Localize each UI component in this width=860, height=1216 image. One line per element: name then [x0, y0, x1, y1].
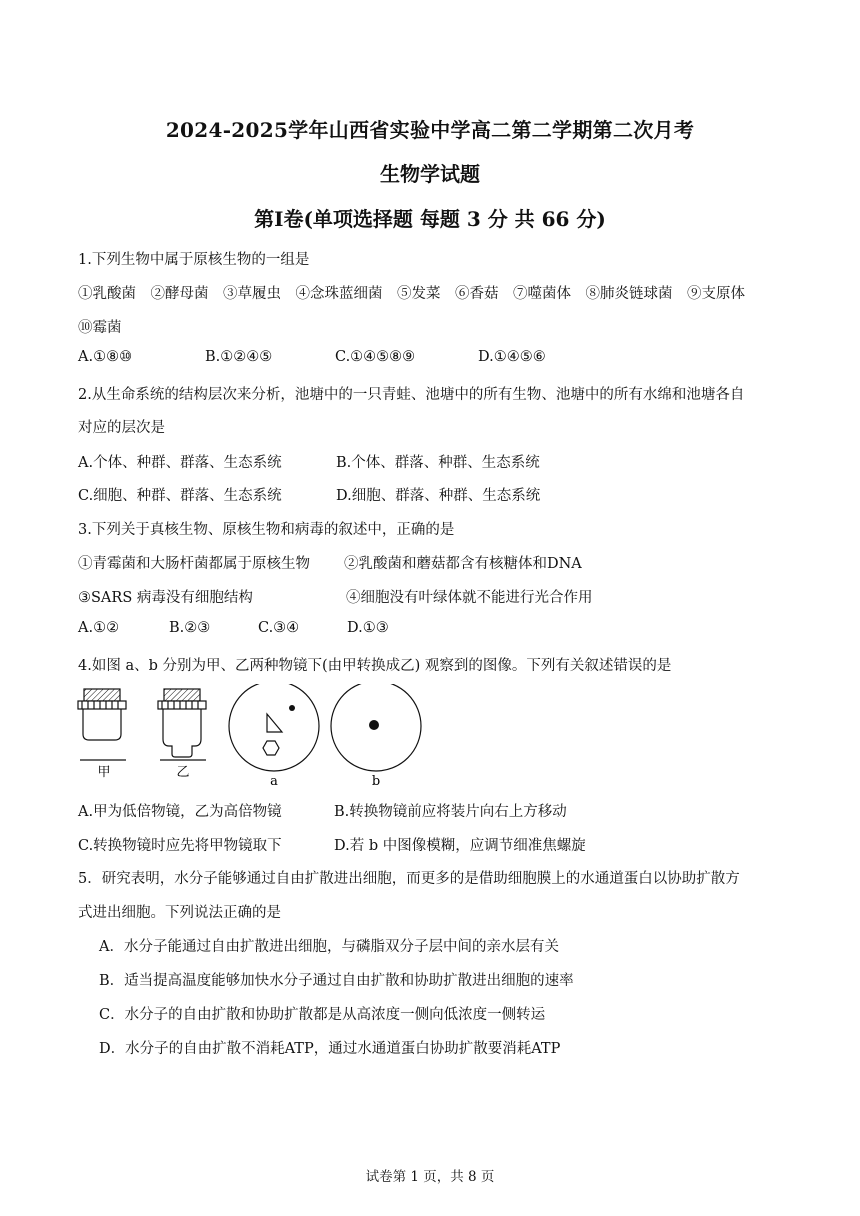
q1-items-line2: ⑩霉菌 — [78, 320, 122, 336]
q1-option-d: D.①④⑤⑥ — [478, 349, 546, 365]
q5-option-c: C．水分子的自由扩散和协助扩散都是从高浓度一侧向低浓度一侧转运 — [99, 1007, 546, 1023]
q2-option-a: A.个体、种群、群落、生态系统 — [78, 455, 282, 471]
q3-option-c: C.③④ — [258, 620, 300, 636]
q2-stem-line1: 2.从生命系统的结构层次来分析，池塘中的一只青蛙、池塘中的所有生物、池塘中的所有水绵和池塘各自 — [78, 387, 745, 403]
q5-option-d: D．水分子的自由扩散不消耗ATP，通过水通道蛋白协助扩散要消耗ATP — [99, 1041, 561, 1057]
page-footer: 试卷第 1 页，共 8 页 — [365, 1169, 495, 1185]
q1-items-line1: ①乳酸菌 ②酵母菌 ③草履虫 ④念珠蓝细菌 ⑤发菜 ⑥香菇 ⑦噬菌体 ⑧肺炎链球菌 ⑨支原体 — [78, 286, 745, 302]
figure-label-b: b — [371, 774, 381, 789]
q5-option-a: A．水分子能通过自由扩散进出细胞，与磷脂双分子层中间的亲水层有关 — [99, 939, 559, 955]
q4-option-b: B.转换物镜前应将装片向右上方移动 — [334, 804, 567, 820]
q4-figure — [74, 684, 434, 790]
q3-statement-2: ②乳酸菌和蘑菇都含有核糖体和DNA — [344, 556, 582, 572]
q3-statement-3: ③SARS 病毒没有细胞结构 — [78, 590, 253, 606]
q2-stem-line2: 对应的层次是 — [78, 420, 165, 436]
q1-option-c: C.①④⑤⑧⑨ — [335, 349, 416, 365]
figure-label-jia: 甲 — [97, 765, 111, 780]
q3-option-b: B.②③ — [169, 620, 211, 636]
exam-subtitle: 生物学试题 — [380, 162, 480, 186]
objective-jia — [78, 689, 126, 760]
q3-option-a: A.①② — [78, 620, 120, 636]
q3-option-d: D.①③ — [347, 620, 389, 636]
q1-option-b: B.①②④⑤ — [205, 349, 273, 365]
view-field-b — [331, 684, 421, 771]
objective-yi — [158, 689, 206, 760]
q2-option-c: C.细胞、种群、群落、生态系统 — [78, 488, 282, 504]
q4-option-d: D.若 b 中图像模糊，应调节细准焦螺旋 — [334, 838, 586, 854]
q4-option-a: A.甲为低倍物镜，乙为高倍物镜 — [78, 804, 282, 820]
q3-statement-4: ④细胞没有叶绿体就不能进行光合作用 — [346, 590, 593, 606]
q5-stem-line1: 5．研究表明，水分子能够通过自由扩散进出细胞，而更多的是借助细胞膜上的水通道蛋白以协助扩散方 — [78, 871, 740, 887]
figure-label-yi: 乙 — [176, 765, 190, 780]
q3-stem: 3.下列关于真核生物、原核生物和病毒的叙述中，正确的是 — [78, 522, 455, 538]
q5-stem-line2: 式进出细胞。下列说法正确的是 — [78, 905, 281, 921]
q1-stem: 1.下列生物中属于原核生物的一组是 — [78, 252, 310, 268]
q2-option-b: B.个体、群落、种群、生态系统 — [336, 455, 540, 471]
q4-stem: 4.如图 a、b 分别为甲、乙两种物镜下(由甲转换成乙) 观察到的图像。下列有关叙述错误的是 — [78, 658, 672, 674]
q5-option-b: B．适当提高温度能够加快水分子通过自由扩散和协助扩散进出细胞的速率 — [99, 973, 574, 989]
q4-option-c: C.转换物镜时应先将甲物镜取下 — [78, 838, 282, 854]
q2-option-d: D.细胞、群落、种群、生态系统 — [336, 488, 541, 504]
view-field-a — [229, 684, 319, 771]
figure-label-a: a — [270, 774, 278, 789]
exam-title: 2024-2025学年山西省实验中学高二第二学期第二次月考 — [165, 118, 695, 142]
section-heading: 第Ⅰ卷(单项选择题 每题 3 分 共 66 分) — [254, 207, 606, 231]
q3-statement-1: ①青霉菌和大肠杆菌都属于原核生物 — [78, 556, 310, 572]
q1-option-a: A.①⑧⑩ — [78, 349, 133, 365]
